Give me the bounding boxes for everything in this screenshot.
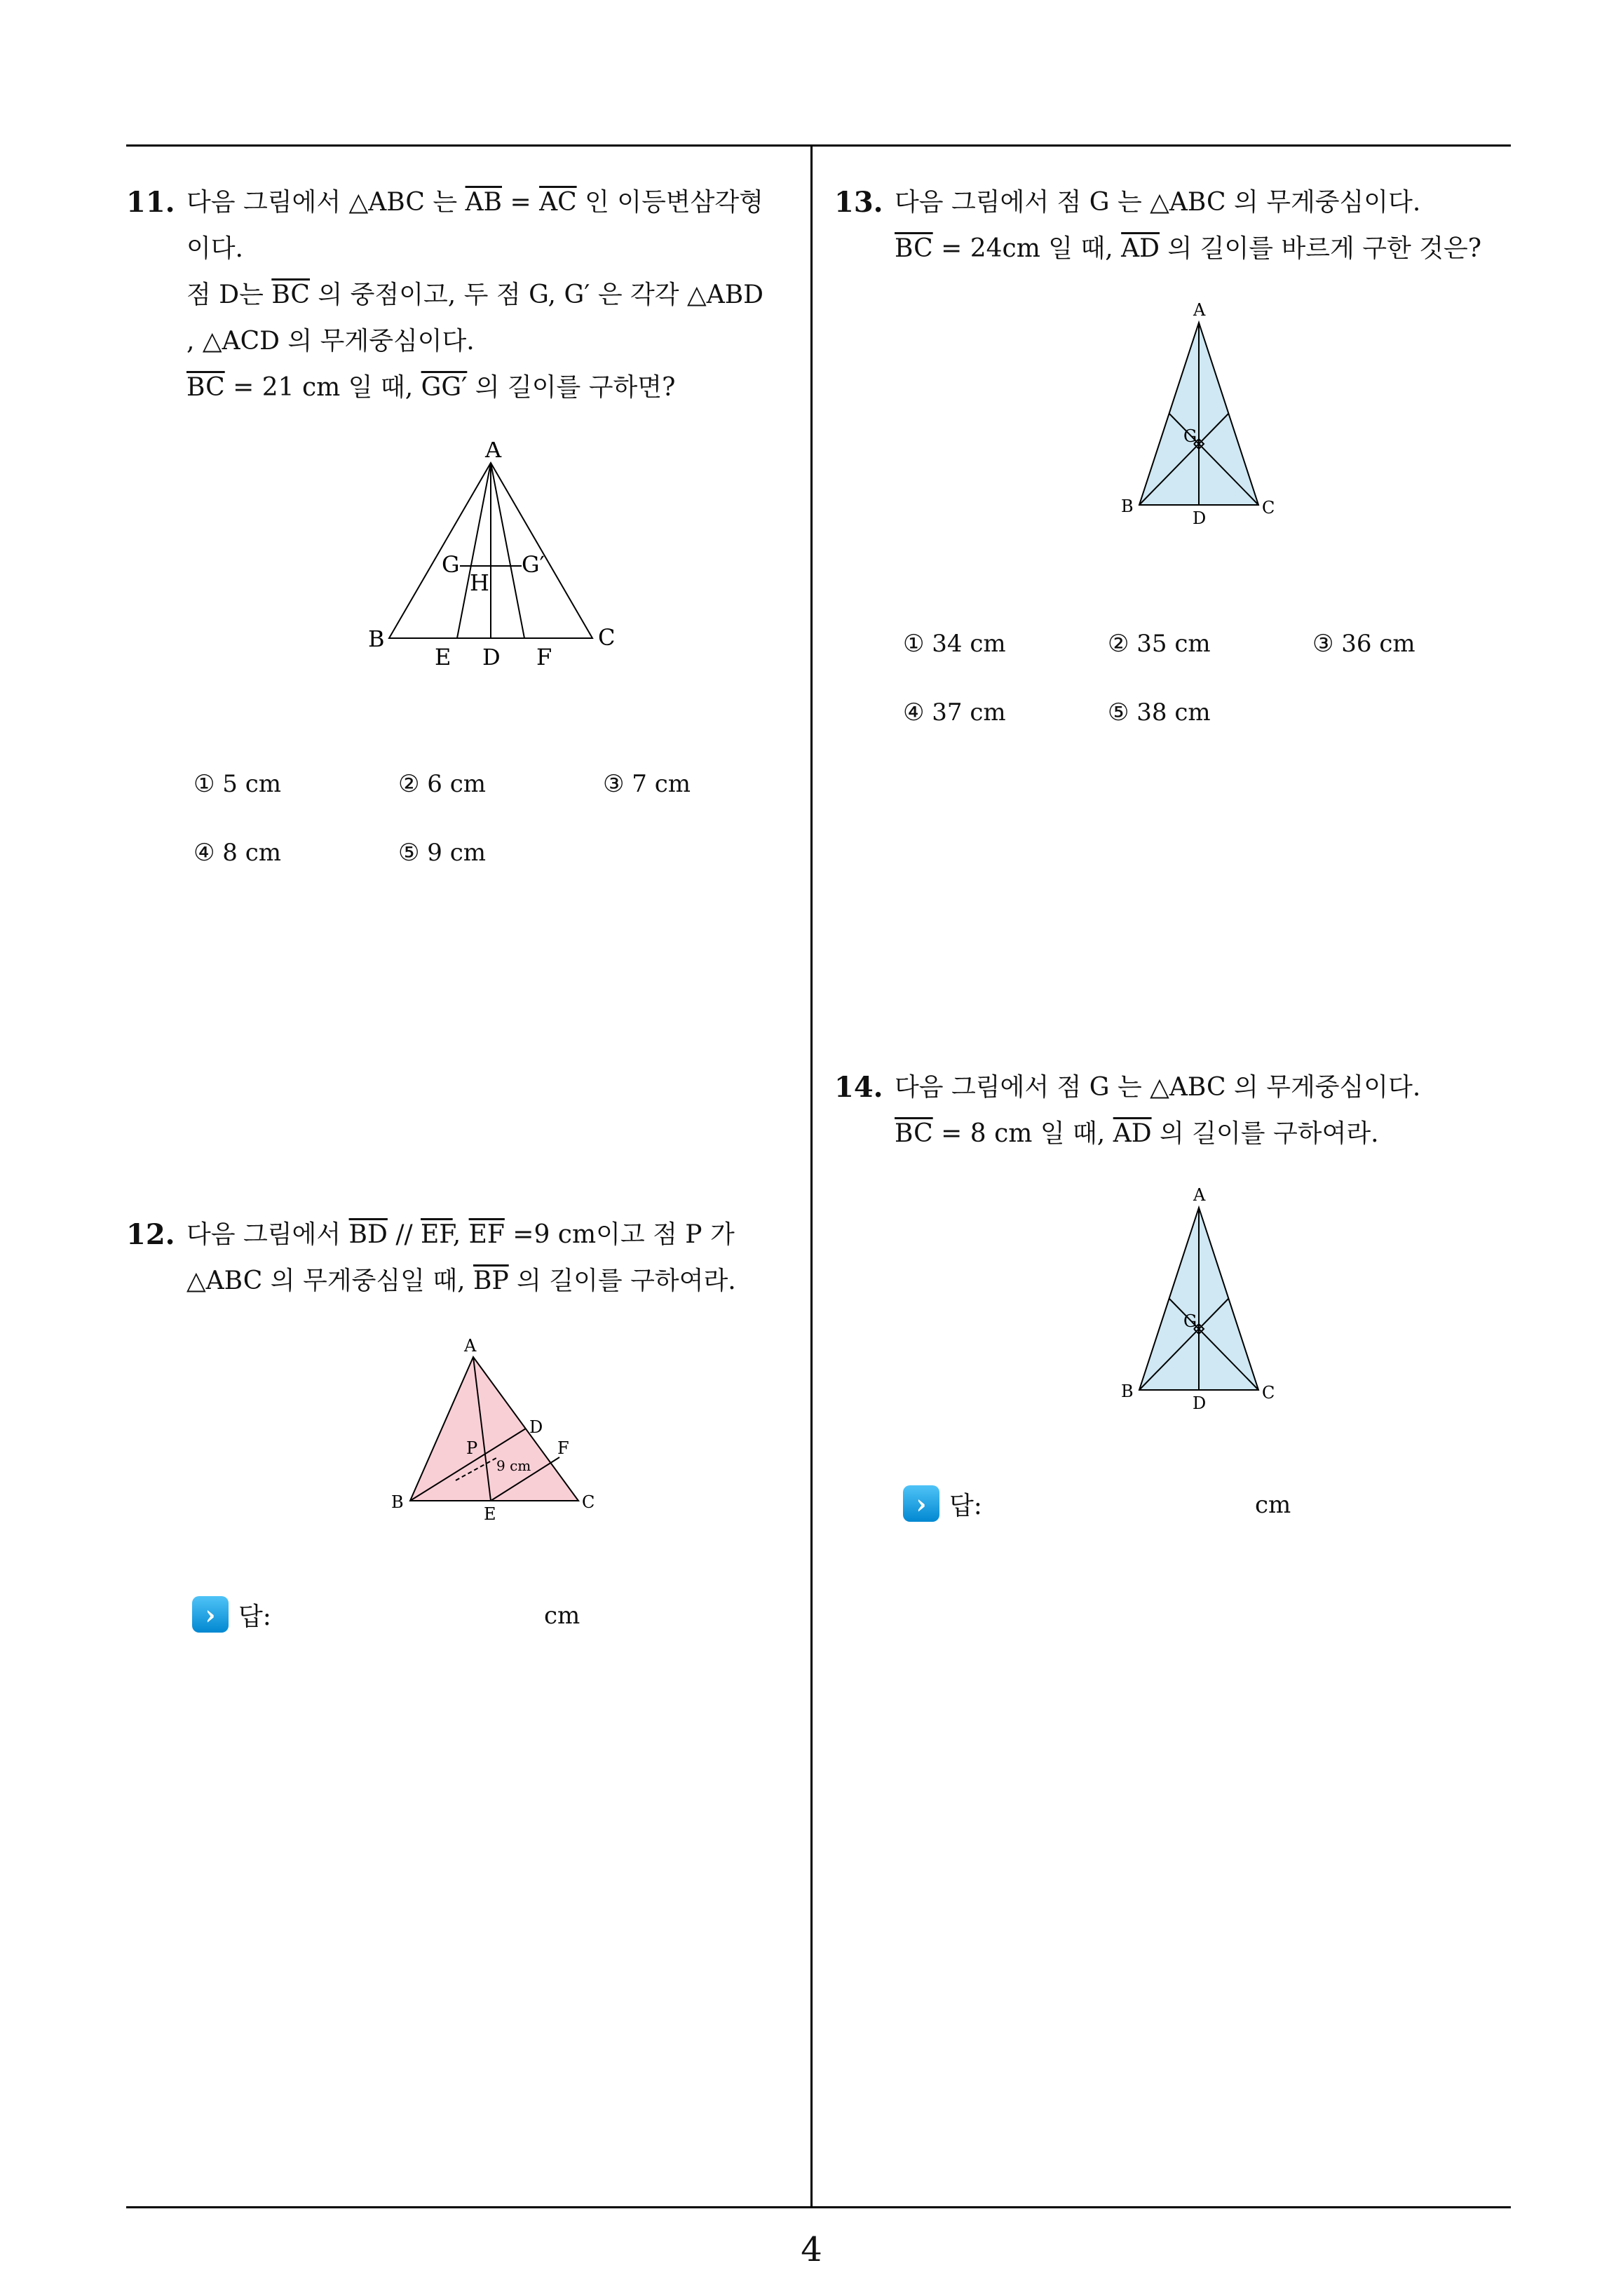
q14-answer-field[interactable]: [998, 1481, 1244, 1523]
q14-answer-unit: cm: [1255, 1491, 1291, 1519]
label-A: A: [464, 1336, 477, 1356]
question-number: 12.: [126, 1218, 175, 1251]
label-C: C: [598, 624, 616, 651]
q13-figure: [1111, 302, 1286, 533]
choice-1[interactable]: ① 34 cm: [903, 630, 1006, 658]
choice-3[interactable]: ③ 36 cm: [1312, 630, 1415, 658]
q14-answer: [903, 1485, 982, 1522]
question-text: 다음 그림에서 점 G 는 △ABC 의 무게중심이다. $\overline{BC} = 24cm$ 일 때, $\overline{AD}$ 의 길이를 바르게 구한 것은?: [895, 188, 1482, 263]
label-length: 9 cm: [496, 1457, 531, 1474]
choice-5[interactable]: ⑤ 38 cm: [1108, 698, 1211, 727]
label-B: B: [1121, 497, 1134, 516]
q14-figure: [1111, 1187, 1286, 1418]
label-P: P: [466, 1438, 478, 1458]
label-B: B: [391, 1492, 404, 1512]
choice-5[interactable]: ⑤ 9 cm: [398, 839, 487, 867]
label-A: A: [485, 442, 502, 463]
label-G: G: [442, 551, 460, 578]
choice-4[interactable]: ④ 37 cm: [903, 698, 1006, 727]
label-G: G: [1183, 1311, 1197, 1331]
question-number: 11.: [126, 186, 175, 219]
q12-answer: [192, 1596, 271, 1633]
label-H: H: [470, 569, 489, 596]
label-F: F: [557, 1438, 569, 1458]
question-11: [126, 180, 799, 418]
label-Gp: G′: [522, 551, 545, 578]
question-14: [834, 1065, 1507, 1163]
question-text: 다음 그림에서 점 G 는 △ABC 의 무게중심이다. $\overline{BC} = 8$ cm 일 때, $\overline{AD}$ 의 길이를 구하여라.: [895, 1073, 1421, 1148]
column-divider: [810, 144, 813, 2208]
chevron-right-icon: ›: [903, 1485, 939, 1522]
label-C: C: [1262, 498, 1275, 518]
label-D: D: [1193, 508, 1207, 528]
answer-label: 답:: [238, 1602, 271, 1631]
label-D: D: [529, 1417, 543, 1437]
q12-answer-field[interactable]: [287, 1592, 533, 1634]
question-number: 13.: [834, 186, 883, 219]
label-A: A: [1193, 302, 1206, 320]
question-text: 다음 그림에서 △ABC 는 $\overline{AB} = \overline{AC}$ 인 이등변삼각형 이다. 점 D는 $\overline{BC}$ 의 중점이고, 두 점 G, G′ 은 각각 △ABD , △ACD 의 무게중심이다. $\overline{BC} = 21$ cm 일 때, GG′ 의 길이를 구하면?: [186, 188, 764, 402]
label-D: D: [482, 644, 501, 670]
q12-figure: [386, 1329, 603, 1525]
choice-2[interactable]: ② 6 cm: [398, 770, 487, 798]
label-C: C: [582, 1492, 595, 1512]
page-number: 4: [801, 2230, 822, 2269]
question-12: [126, 1212, 799, 1310]
q12-answer-unit: cm: [544, 1602, 580, 1630]
label-B: B: [368, 626, 385, 652]
label-F: F: [536, 644, 552, 670]
bottom-rule: [126, 2206, 1511, 2208]
choice-4[interactable]: ④ 8 cm: [193, 839, 282, 867]
label-G: G: [1183, 426, 1197, 446]
label-D: D: [1193, 1393, 1207, 1413]
q11-figure: [365, 442, 631, 673]
answer-label: 답:: [949, 1491, 982, 1520]
choice-3[interactable]: ③ 7 cm: [603, 770, 691, 798]
top-rule: [126, 144, 1511, 147]
choice-1[interactable]: ① 5 cm: [193, 770, 282, 798]
label-E: E: [435, 644, 451, 670]
question-text: 다음 그림에서 $\overline{BD} // \overline{EF}$, $\overline{EF} =9$ cm이고 점 P 가 △ABC 의 무게중심일 때, $\overline{BP}$ 의 길이를 구하여라.: [186, 1220, 736, 1295]
question-number: 14.: [834, 1071, 883, 1104]
choice-2[interactable]: ② 35 cm: [1108, 630, 1211, 658]
label-A: A: [1193, 1187, 1206, 1205]
chevron-right-icon: ›: [192, 1596, 229, 1633]
label-C: C: [1262, 1383, 1275, 1403]
question-13: [834, 180, 1507, 278]
label-B: B: [1121, 1382, 1134, 1401]
label-E: E: [484, 1504, 496, 1524]
